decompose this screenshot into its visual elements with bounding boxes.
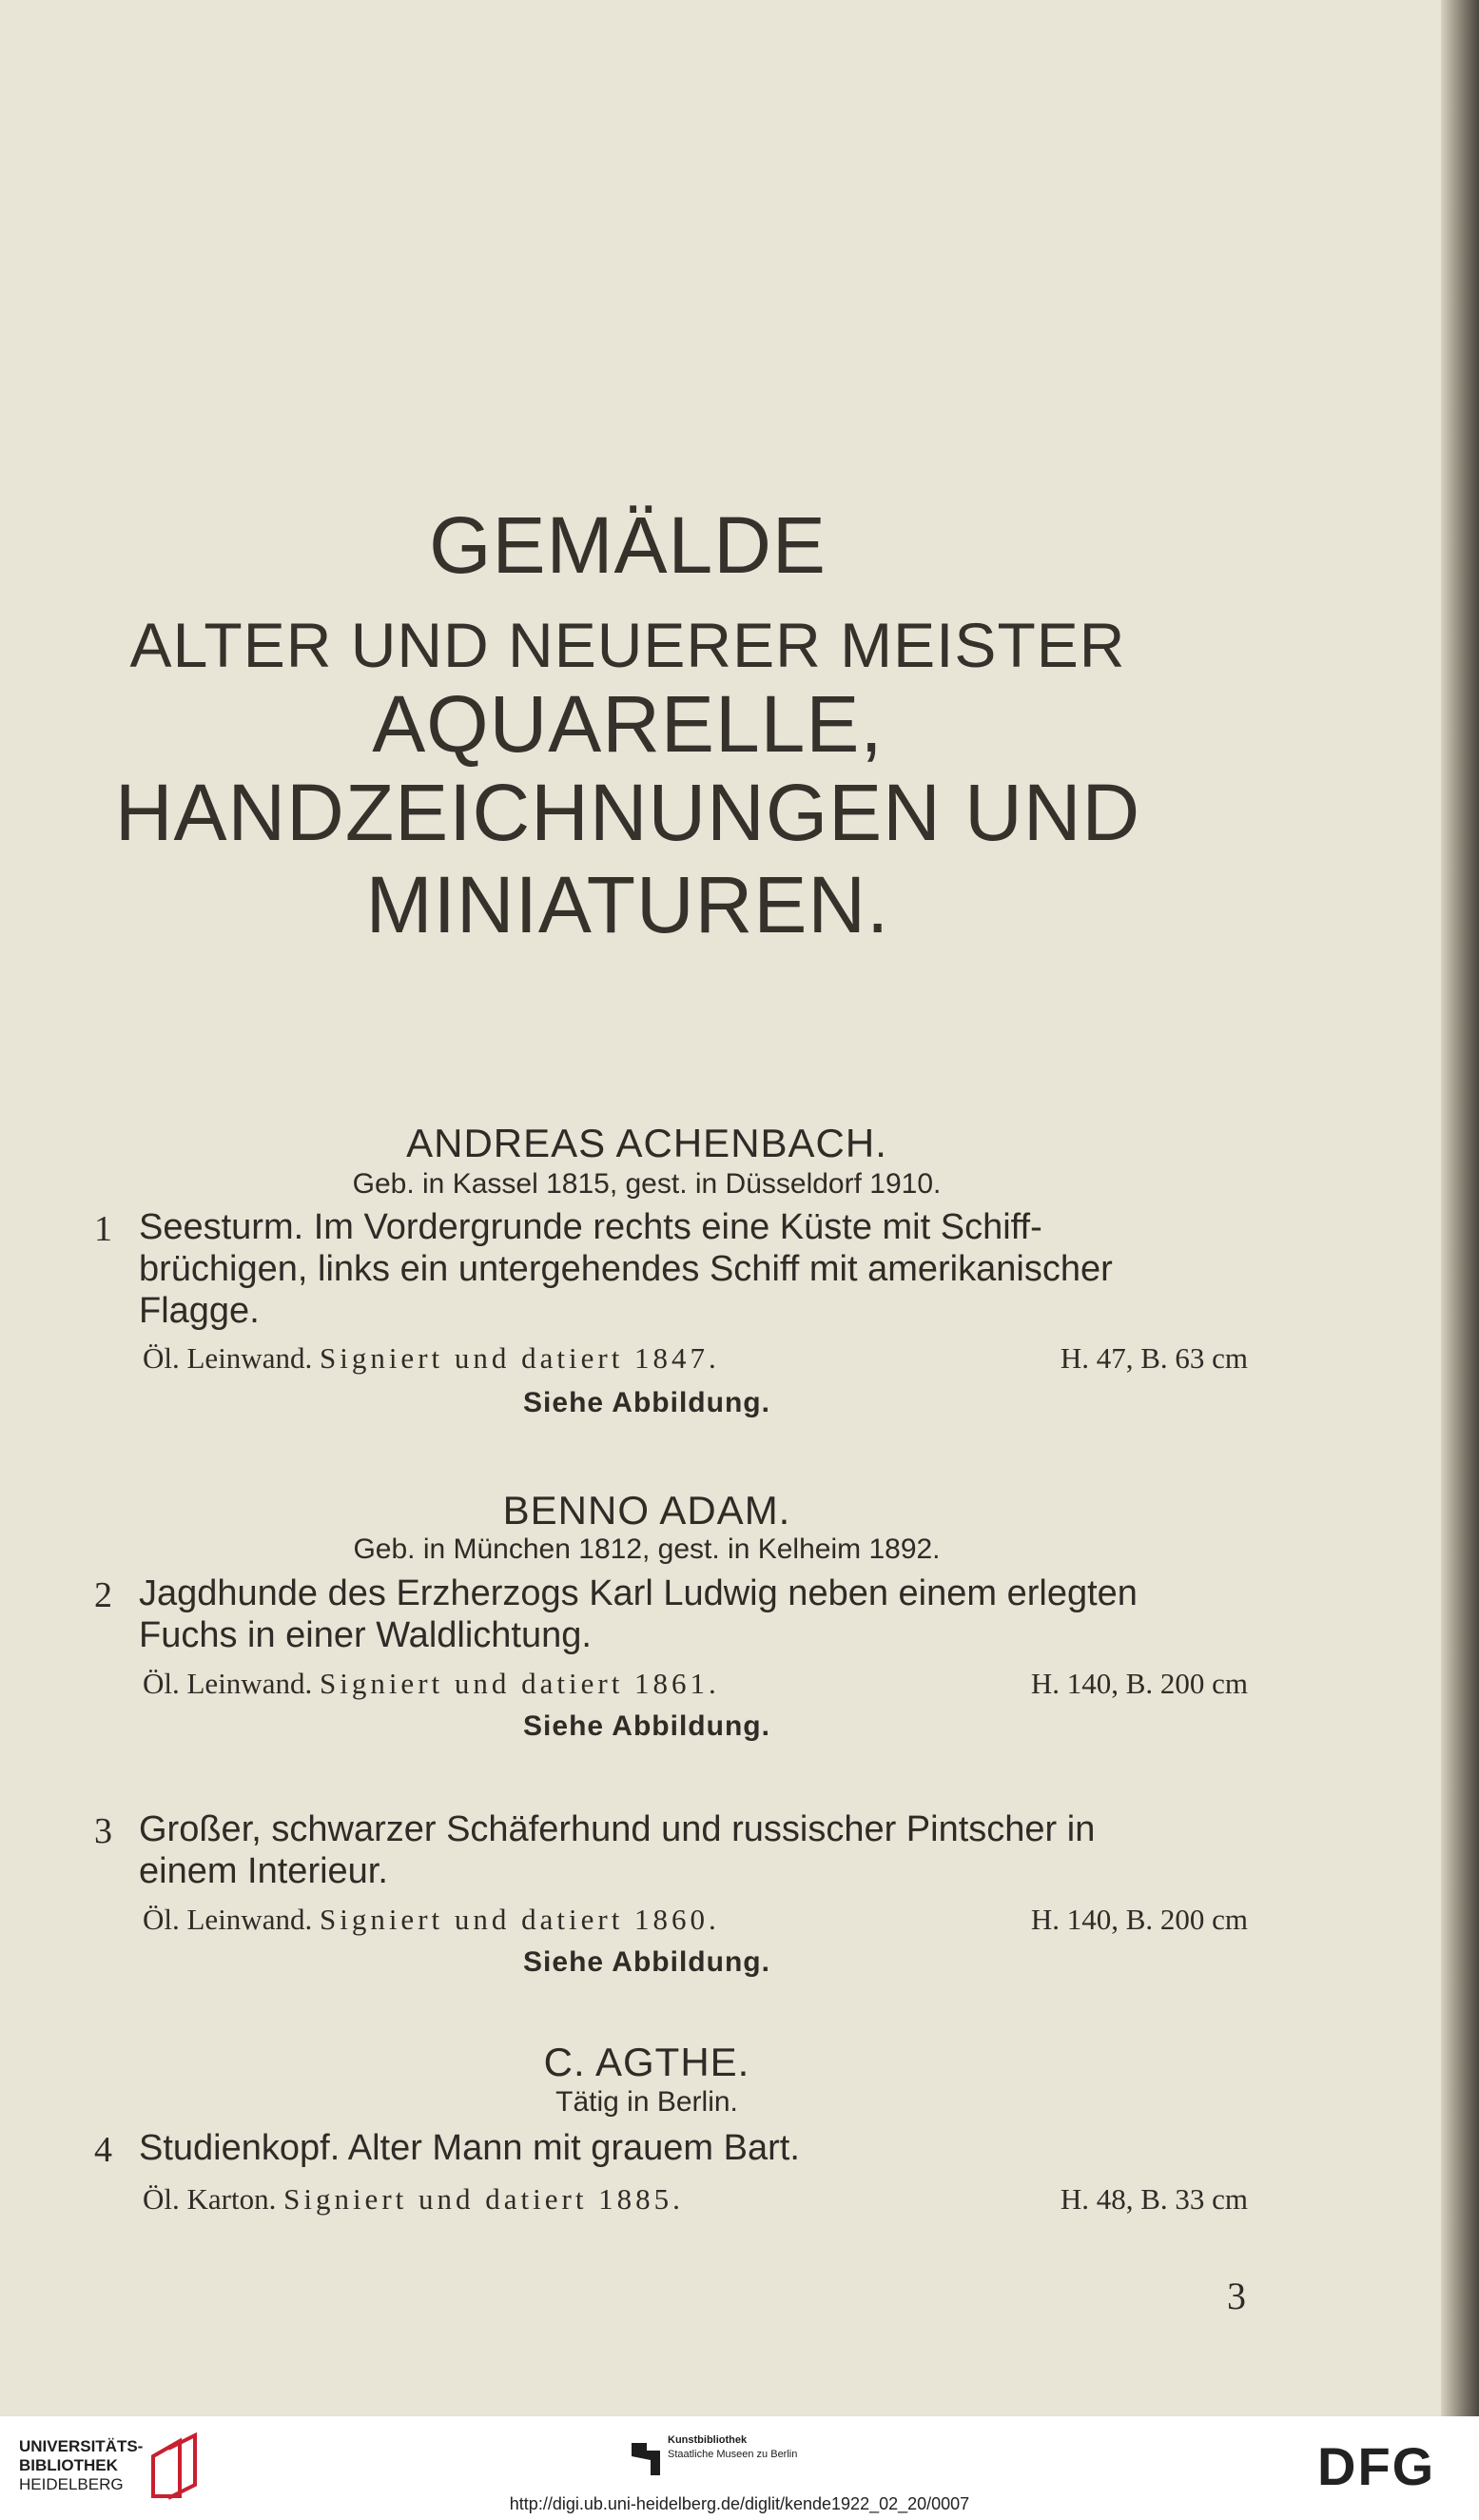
artist-bio: Tätig in Berlin.: [555, 2086, 738, 2118]
lot-description: [139, 1206, 1252, 1332]
lot-description-line: Seesturm. Im Vordergrunde rechts eine Küste mit Schiff-: [139, 1207, 1042, 1247]
kunstbibliothek-text[interactable]: Kunstbibliothek Staatliche Museen zu Berlin: [668, 2434, 798, 2460]
lot-meta: [143, 1667, 1248, 1701]
see-illustration: Siehe Abbildung.: [523, 1387, 770, 1418]
lot-number: 3: [94, 1811, 112, 1851]
lot-size: H. 140, B. 200 cm: [1030, 1667, 1248, 1700]
lot-meta: [143, 2182, 1248, 2217]
lot-meta: [143, 1903, 1248, 1937]
kunstbibliothek-logo-icon: [632, 2443, 660, 2475]
lot-description-line: Jagdhunde des Erzherzogs Karl Ludwig neben einem erlegten: [139, 1573, 1138, 1613]
lot-description-line: brüchigen, links ein untergehendes Schiff mit amerikanischer: [139, 1249, 1113, 1289]
page-number: 3: [1227, 2275, 1246, 2317]
lot-description-line: Großer, schwarzer Schäferhund und russischer Pintscher in: [139, 1809, 1096, 1849]
artist-bio: Geb. in Kassel 1815, gest. in Düsseldorf 1910.: [352, 1168, 942, 1200]
lot-description-line: Studienkopf. Alter Mann mit grauem Bart.: [139, 2128, 800, 2168]
title-line-4: HANDZEICHNUNGEN UND: [114, 768, 1141, 857]
artist-bio: Geb. in München 1812, gest. in Kelheim 1892.: [353, 1533, 941, 1565]
dfg-logo[interactable]: DFG: [1317, 2436, 1436, 2496]
source-url[interactable]: http://digi.ub.uni-heidelberg.de/diglit/kende1922_02_20/0007: [509, 2494, 970, 2513]
ub-heidelberg-logo-text[interactable]: UNIVERSITÄTS- BIBLIOTHEK HEIDELBERG: [19, 2437, 144, 2493]
lot-description: [139, 2127, 1252, 2169]
lot-medium-signature: Öl. Leinwand. Signiert und datiert 1860.: [143, 1903, 720, 1936]
lot-medium-signature: Öl. Leinwand. Signiert und datiert 1861.: [143, 1667, 720, 1700]
lot-description-line: einem Interieur.: [139, 1851, 388, 1891]
lot-meta: [143, 1341, 1248, 1376]
artist-name: C. AGTHE.: [543, 2040, 750, 2084]
lot-description-line: Fuchs in einer Waldlichtung.: [139, 1615, 592, 1655]
book-binding-edge: [1441, 0, 1479, 2416]
lot-description: [139, 1573, 1252, 1656]
lot-number: 4: [94, 2130, 112, 2170]
artist-name: BENNO ADAM.: [502, 1488, 791, 1533]
title-line-2: ALTER UND NEUERER MEISTER: [129, 610, 1126, 680]
lot-description: [139, 1808, 1252, 1892]
lot-medium-signature: Öl. Leinwand. Signiert und datiert 1847.: [143, 1341, 720, 1375]
see-illustration: Siehe Abbildung.: [523, 1710, 770, 1742]
title-line-5: MINIATUREN.: [365, 860, 890, 949]
title-line-1: GEMÄLDE: [429, 500, 827, 590]
lot-number: 2: [94, 1575, 112, 1615]
lot-number: 1: [94, 1209, 112, 1249]
lot-medium-signature: Öl. Karton. Signiert und datiert 1885.: [143, 2182, 684, 2216]
lot-size: H. 48, B. 33 cm: [1060, 2182, 1248, 2216]
see-illustration: Siehe Abbildung.: [523, 1946, 770, 1978]
lot-size: H. 140, B. 200 cm: [1030, 1903, 1248, 1936]
lot-description-line: Flagge.: [139, 1291, 260, 1331]
lot-size: H. 47, B. 63 cm: [1060, 1341, 1248, 1375]
footer-bar: [0, 2416, 1479, 2520]
artist-name: ANDREAS ACHENBACH.: [406, 1121, 887, 1165]
title-line-3: AQUARELLE,: [372, 679, 884, 769]
